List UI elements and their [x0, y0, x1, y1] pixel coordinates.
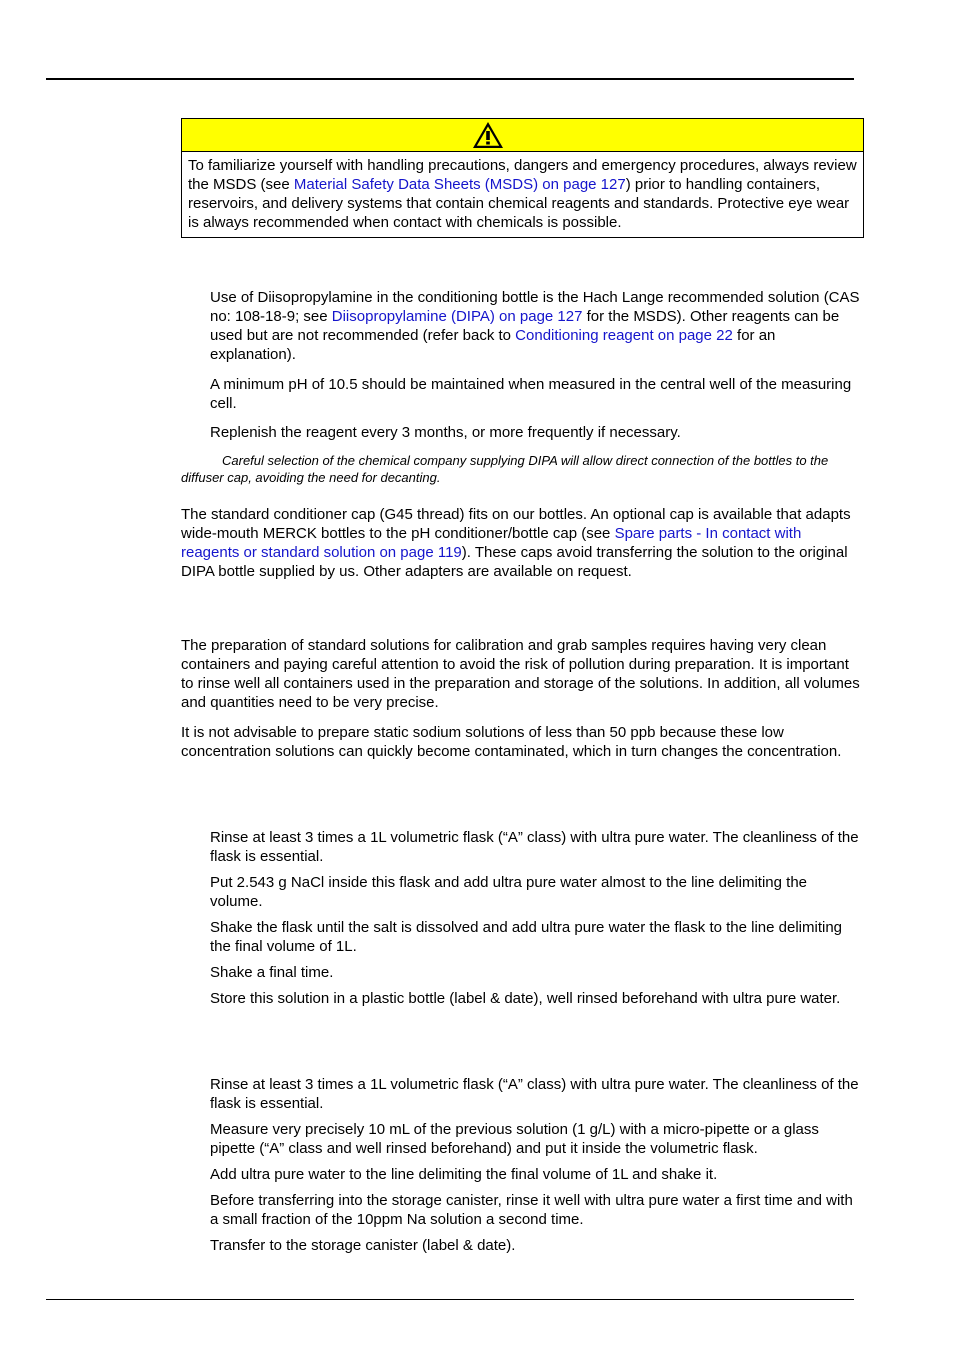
spare-parts-link[interactable]: Spare parts - In contact with reagents or standard solution on page 119 — [181, 525, 802, 561]
step-1gl-3: Shake the flask until the salt is dissolved and add ultra pure water the flask to the line delimiting the final volume of 1L. — [210, 919, 843, 955]
text: The standard conditioner cap (G45 thread) fits on our bottles. An optional cap is available that adapts wide-mouth MERCK bottles to the pH conditioner/bottle cap (see — [181, 506, 851, 542]
step-10ppm-1: Rinse at least 3 times a 1L volumetric flask (“A” class) with ultra pure water. The cleanliness of the flask is essential. — [210, 1076, 859, 1112]
step-10ppm-2: Measure very precisely 10 mL of the previous solution (1 g/L) with a micro-pipette or a glass pipette (“A” class and well rinsed beforehand) and put it inside the volumetric flask. — [210, 1121, 819, 1157]
standards-paragraph-1: The preparation of standard solutions for calibration and grab samples requires having very clean containers and paying careful attention to avoid the risk of pollution during preparation. It is important to rinse well all containers used in the preparation and storage of the solutions. In addition, all volumes and quantities need to be very precise. — [181, 637, 860, 711]
warning-header — [182, 119, 863, 152]
dipa-link[interactable]: Diisopropylamine (DIPA) on page 127 — [331, 308, 583, 325]
warning-box — [181, 118, 864, 238]
warning-text — [182, 152, 863, 237]
footer-rule — [46, 1299, 854, 1300]
cap-paragraph — [181, 505, 862, 581]
warning-text-part: ) prior to handling containers, reservoirs, and delivery systems that contain chemical reagents and standards. Protective eye wear is always recommended when contact with chemicals is possible. — [188, 176, 850, 231]
text: for the MSDS). Other reagents can be used but are not recommended (refer back to — [210, 308, 840, 344]
step-1gl-1: Rinse at least 3 times a 1L volumetric flask (“A” class) with ultra pure water. The cleanliness of the flask is essential. — [210, 829, 859, 865]
warning-text-part: To familiarize yourself with handling precautions, dangers and emergency procedures, always review the MSDS (see — [188, 157, 857, 193]
step-10ppm-5: Transfer to the storage canister (label & date). — [210, 1237, 516, 1254]
step-1gl-5: Store this solution in a plastic bottle (label & date), well rinsed beforehand with ultra pure water. — [210, 990, 841, 1007]
standards-paragraph-2: It is not advisable to prepare static sodium solutions of less than 50 ppb because these low concentration solutions can quickly become contaminated, which in turn changes the concentration. — [181, 724, 842, 760]
step-10ppm-3: Add ultra pure water to the line delimiting the final volume of 1L and shake it. — [210, 1166, 718, 1183]
text: Use of Diisopropylamine in the conditioning bottle is the Hach Lange recommended solution (CAS no: 108-18-9; see — [210, 289, 860, 325]
text: for an explanation). — [210, 327, 776, 363]
conditioning-reagent-link[interactable]: Conditioning reagent on page 22 — [515, 327, 733, 344]
step-1gl-4: Shake a final time. — [210, 964, 334, 981]
conditioning-item-3: Replenish the reagent every 3 months, or more frequently if necessary. — [210, 424, 681, 441]
note-text: Careful selection of the chemical company supplying DIPA will allow direct connection of the bottles to the diffuser cap, avoiding the need for decanting. — [181, 453, 829, 485]
msds-link[interactable]: Material Safety Data Sheets (MSDS) on page 127 — [293, 176, 626, 193]
step-10ppm-4: Before transferring into the storage canister, rinse it well with ultra pure water a first time and with a small fraction of the 10ppm Na solution a second time. — [210, 1192, 853, 1228]
step-1gl-2: Put 2.543 g NaCl inside this flask and add ultra pure water almost to the line delimiting the volume. — [210, 874, 807, 910]
conditioning-item-1 — [210, 288, 862, 364]
text: ). These caps avoid transferring the solution to the original DIPA bottle supplied by us. Other adapters are available on request. — [181, 544, 848, 580]
conditioning-item-2: A minimum pH of 10.5 should be maintained when measured in the central well of the measuring cell. — [210, 376, 852, 412]
warning-triangle-icon — [472, 121, 504, 149]
header-rule — [46, 78, 854, 80]
